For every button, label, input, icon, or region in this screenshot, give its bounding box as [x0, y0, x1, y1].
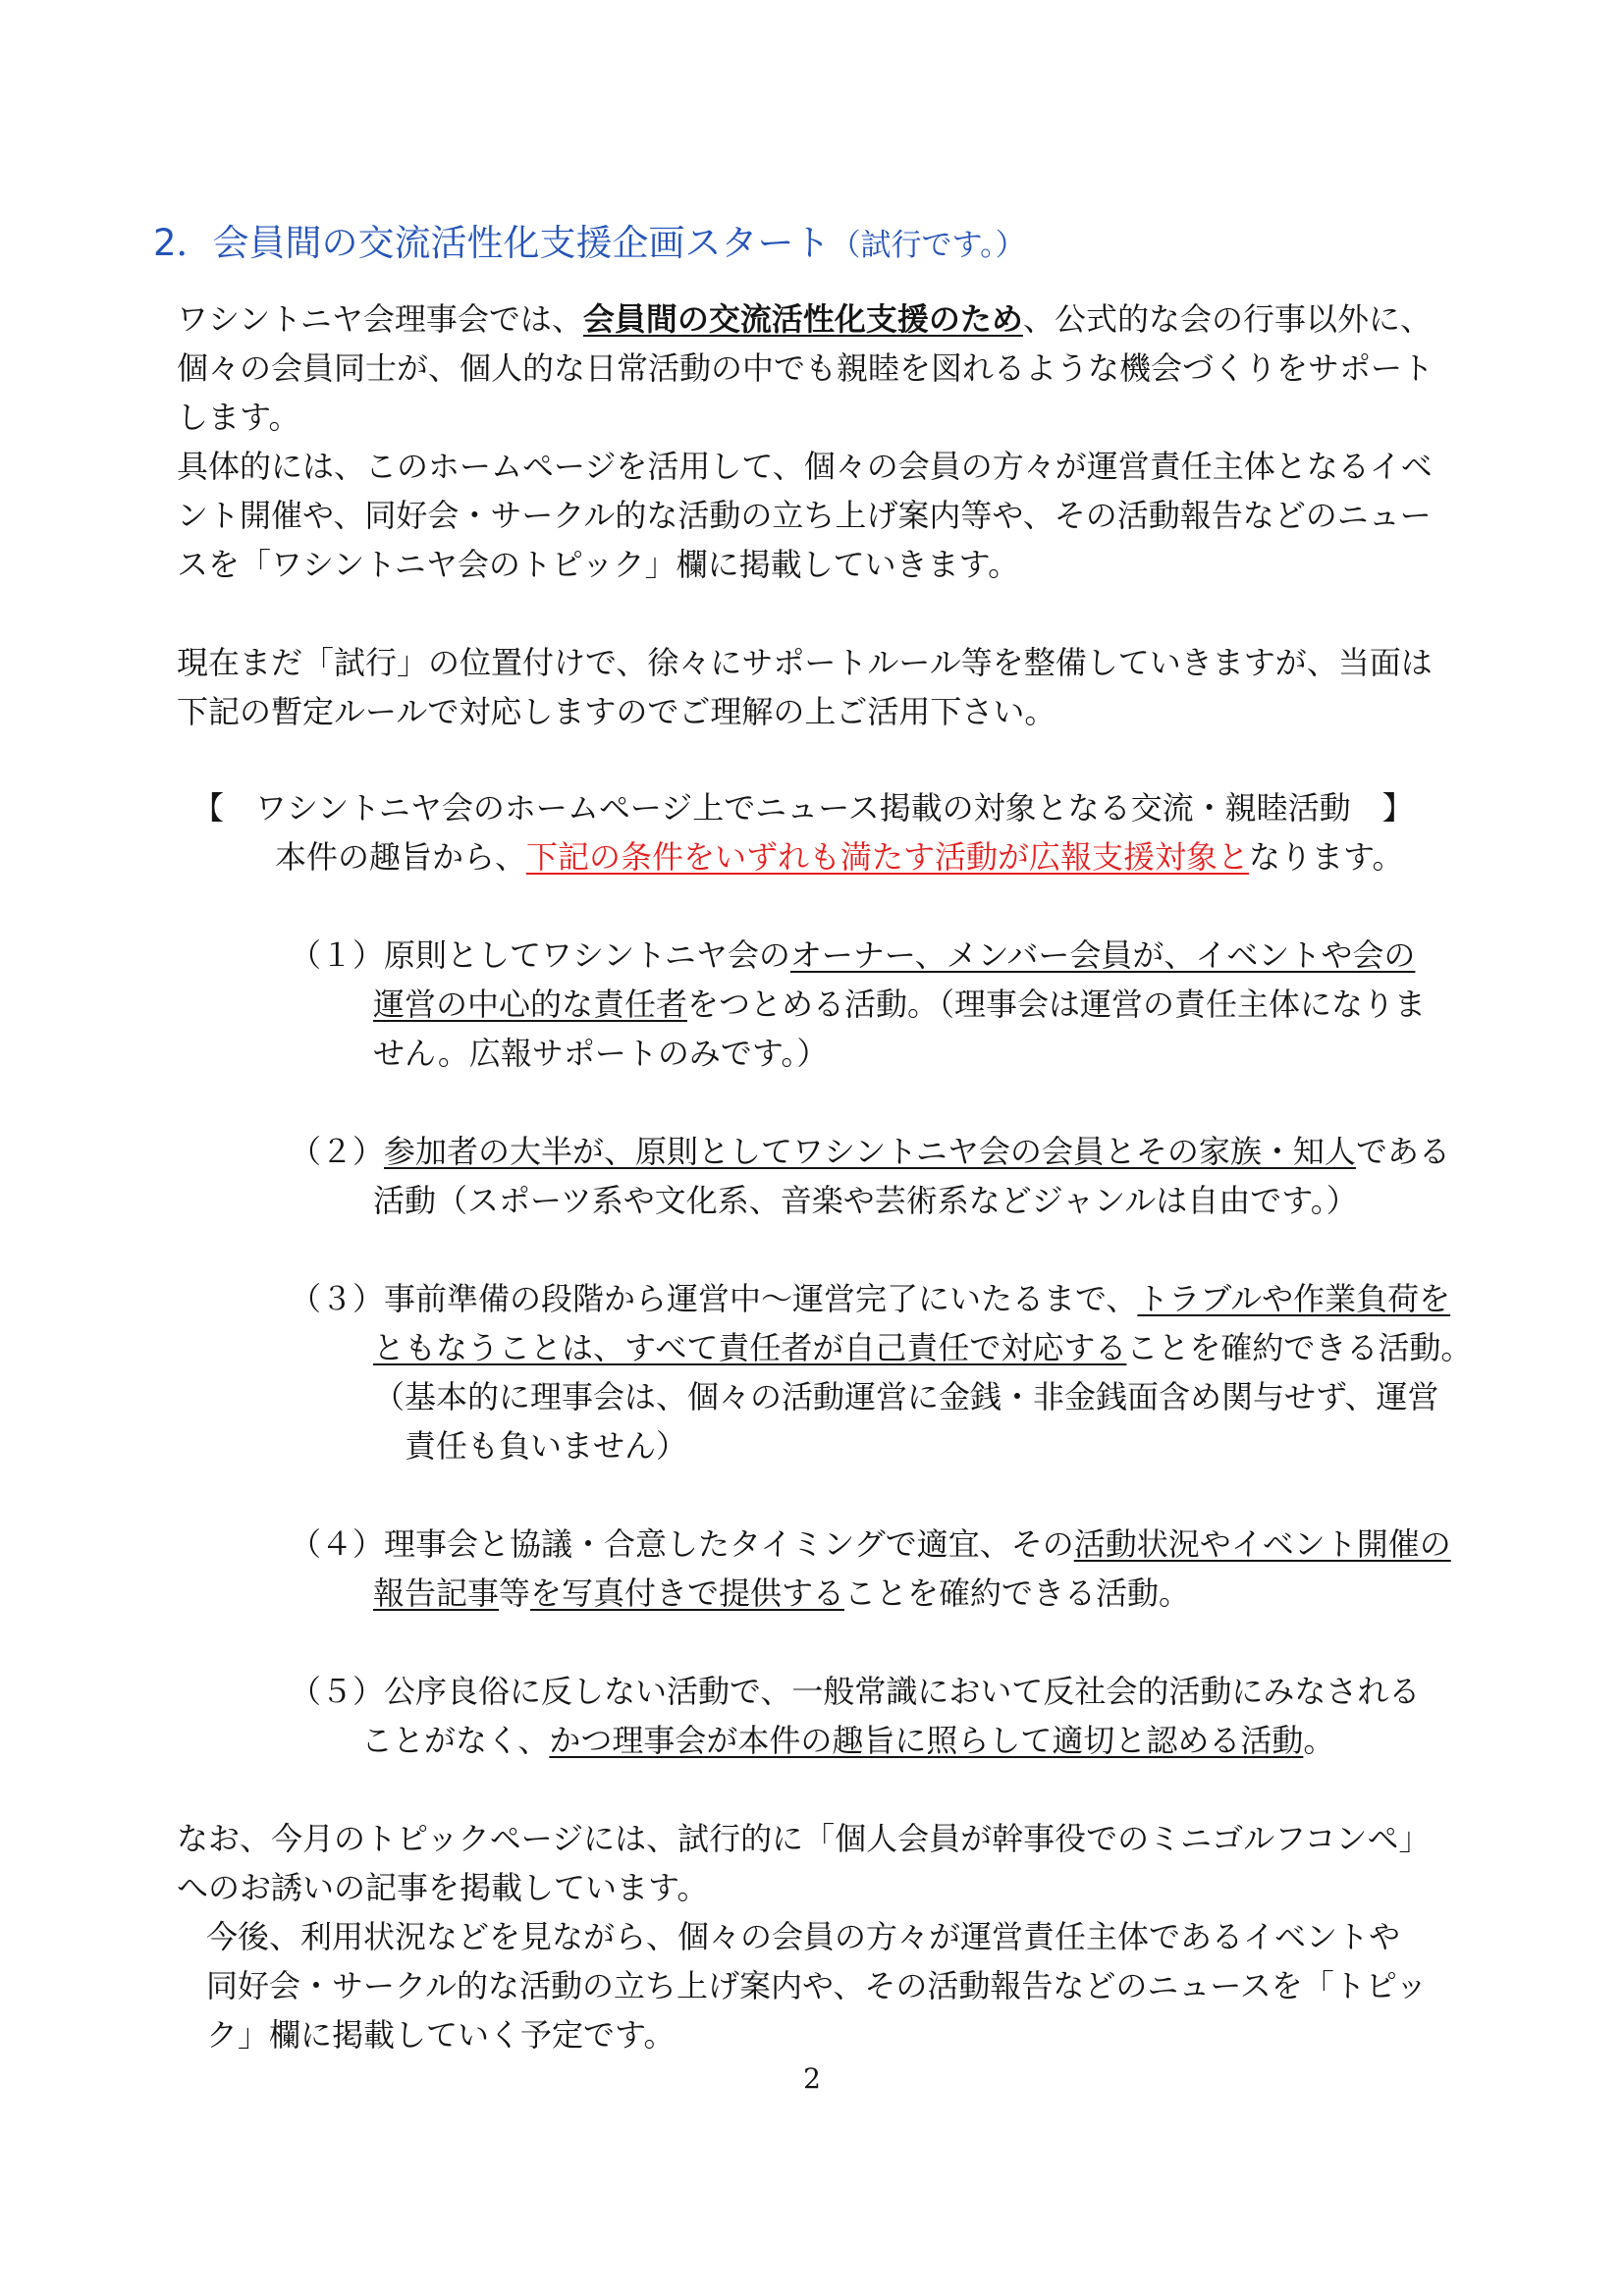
rule-underlined: 参加者の大半が、原則としてワシントニヤ会の会員とその家族・知人 [384, 1133, 1356, 1170]
current-line-1: 現在まだ「試行」の位置付けで、徐々にサポートルール等を整備していきますが、当面は [177, 644, 1433, 681]
page-number: 2 [803, 2062, 821, 2095]
closing-line-5: ク」欄に掲載していく予定です。 [206, 2016, 676, 2054]
intro-line-2: 個々の会員同士が、個人的な日常活動の中でも親睦を図れるような機会づくりをサポート [177, 349, 1435, 387]
intro-emphasis: 会員間の交流活性化支援のため [582, 300, 1023, 338]
rule-underlined: を写真付きで提供する [530, 1575, 845, 1612]
rule-text: をつとめる活動。（理事会は運営の責任主体になりま [687, 986, 1427, 1023]
rule-text: （３）事前準備の段階から運営中～運営完了にいたるまで、 [290, 1280, 1138, 1317]
section-heading [153, 216, 1026, 273]
rule-text: （２） [290, 1133, 385, 1170]
rule-underlined: オーナー、メンバー会員が、イベントや会の [789, 936, 1416, 974]
intro-text: 、公式的な会の行事以外に、 [1022, 300, 1432, 338]
rule-text: ことを確約できる活動。 [1126, 1329, 1473, 1366]
current-line-2: 下記の暫定ルールで対応しますのでご理解の上ご活用下さい。 [177, 693, 1056, 730]
rule-text: 。 [1303, 1722, 1335, 1759]
rule-text: 等 [499, 1575, 531, 1612]
closing-line-4: 同好会・サークル的な活動の立ち上げ案内や、その活動報告などのニュースを「トピッ [206, 1967, 1428, 2004]
rule-underlined: 活動状況やイベント開催の [1073, 1525, 1451, 1563]
rule-item-4-line-1 [290, 1520, 1451, 1569]
rule-item-3-line-1 [290, 1274, 1450, 1323]
rule-text: ことを確約できる活動。 [844, 1575, 1191, 1612]
section-heading-note: （試行です。） [830, 228, 1026, 263]
rule-text: ことがなく、 [361, 1722, 550, 1759]
rule-item-2-line-1 [290, 1127, 1450, 1176]
intro-line-1 [177, 294, 1432, 344]
rule-text: （１）原則としてワシントニヤ会の [290, 936, 790, 974]
rules-lead-text: 本件の趣旨から、 [275, 838, 527, 876]
rule-underlined: ともなうことは、すべて責任者が自己責任で対応する [373, 1329, 1127, 1366]
intro-text: ワシントニヤ会理事会では、 [177, 300, 583, 338]
rules-lead-text: なります。 [1249, 838, 1404, 876]
rule-item-4-line-2 [373, 1569, 1190, 1618]
rule-item-1-line-3: せん。広報サポートのみです。） [373, 1035, 829, 1072]
intro-line-6: スを「ワシントニヤ会のトピック」欄に掲載していきます。 [177, 546, 1020, 583]
rule-item-5-line-1: （５）公序良俗に反しない活動で、一般常識において反社会的活動にみなされる [290, 1673, 1421, 1710]
intro-line-4: 具体的には、このホームページを活用して、個々の会員の方々が運営責任主体となるイベ [177, 448, 1433, 485]
rule-item-5-line-2 [361, 1716, 1334, 1765]
closing-line-1: なお、今月のトピックページには、試行的に「個人会員が幹事役でのミニゴルフコンペ」 [177, 1820, 1431, 1857]
rule-text: である [1355, 1133, 1450, 1170]
rule-item-1-line-2 [373, 980, 1426, 1029]
rule-item-1-line-1 [290, 931, 1415, 980]
rule-item-3-line-2 [373, 1323, 1472, 1372]
rule-underlined: トラブルや作業負荷を [1137, 1280, 1451, 1317]
rule-underlined: かつ理事会が本件の趣旨に照らして適切と認める活動 [549, 1722, 1304, 1759]
rule-underlined: 運営の中心的な責任者 [373, 986, 688, 1023]
rule-item-2-line-2: 活動（スポーツ系や文化系、音楽や芸術系などジャンルは自由です。） [373, 1182, 1358, 1219]
rule-text: （４）理事会と協議・合意したタイミングで適宜、その [290, 1525, 1074, 1563]
section-heading-title: 2．会員間の交流活性化支援企画スタート [153, 222, 831, 264]
closing-line-3: 今後、利用状況などを見ながら、個々の会員の方々が運営責任主体であるイベントや [206, 1918, 1401, 1955]
closing-line-2: へのお誘いの記事を掲載しています。 [177, 1869, 709, 1906]
rules-lead [275, 832, 1403, 881]
intro-line-5: ント開催や、同好会・サークル的な活動の立ち上げ案内等や、その活動報告などのニュー [177, 497, 1432, 534]
rules-title: 【 ワシントニヤ会のホームページ上でニュース掲載の対象となる交流・親睦活動 】 [192, 789, 1414, 827]
intro-line-3: します。 [177, 399, 300, 436]
rule-item-3-line-3: （基本的に理事会は、個々の活動運営に金銭・非金銭面含め関与せず、運営 [373, 1378, 1439, 1415]
rules-lead-highlight: 下記の条件をいずれも満たす活動が広報支援対象と [526, 838, 1250, 876]
rule-item-3-line-4: 責任も負いません） [405, 1427, 688, 1465]
rule-underlined: 報告記事 [373, 1575, 500, 1612]
